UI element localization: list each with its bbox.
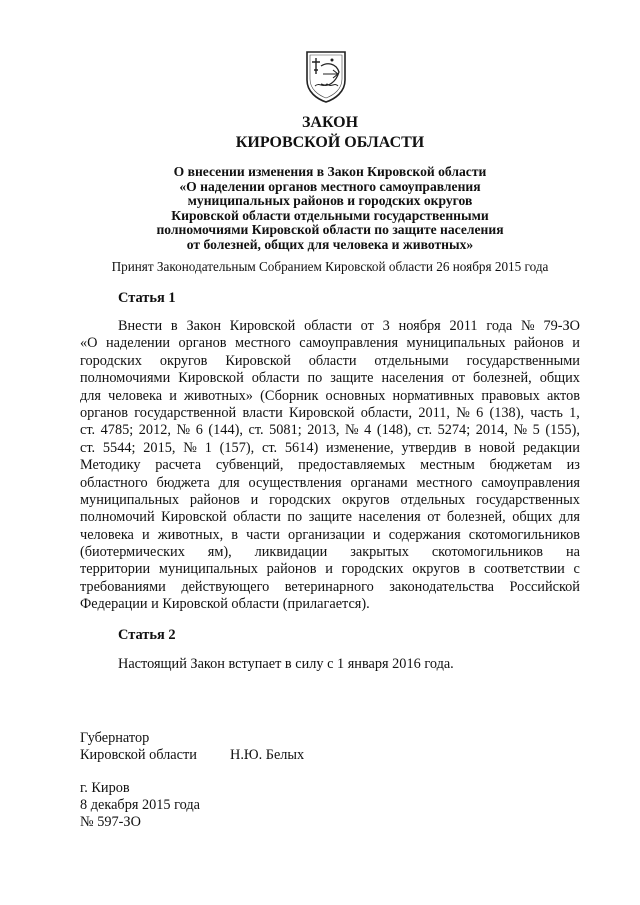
word: с: [573, 561, 580, 578]
word: в: [468, 561, 476, 578]
word: №: [344, 422, 359, 439]
law-number: № 597-ЗО: [80, 814, 141, 830]
word: области: [308, 352, 357, 369]
word: 5081;: [269, 422, 302, 439]
article-1-heading: Статья 1: [118, 290, 176, 306]
document-type-title: ЗАКОН: [301, 114, 359, 131]
word: нормативных: [392, 387, 475, 404]
word: Кировской: [162, 596, 232, 613]
article-1-line: [80, 475, 580, 492]
word: актов: [546, 387, 580, 404]
word: «О: [80, 335, 98, 352]
article-1-line: [80, 596, 580, 613]
word: редакции: [523, 439, 580, 456]
word: Кировской: [178, 370, 244, 387]
article-1-line: [80, 388, 580, 405]
word: действующего: [181, 578, 270, 595]
region-title: КИРОВСКОЙ ОБЛАСТИ: [235, 134, 425, 151]
article-1-line: [80, 440, 580, 457]
word: органами: [350, 474, 408, 491]
word: общих: [512, 509, 553, 526]
word: государственных: [476, 491, 580, 508]
word: полномочиями: [80, 370, 171, 387]
word: территории: [80, 561, 151, 578]
signing-city: г. Киров: [80, 780, 130, 796]
article-1-line: [80, 544, 580, 561]
coat-of-arms-icon: [303, 48, 349, 104]
word: области: [304, 318, 352, 334]
word: предоставляемых: [298, 457, 406, 474]
law-subject: [80, 165, 580, 253]
word: населения: [381, 370, 444, 387]
word: (155),: [545, 422, 580, 439]
word: закрытых: [350, 544, 409, 561]
word: местного: [235, 335, 291, 352]
article-1-line: [80, 561, 580, 578]
word: области: [231, 596, 283, 613]
word: и: [169, 387, 177, 404]
word: округов: [159, 352, 208, 369]
word: областного: [80, 474, 148, 491]
word: и: [325, 561, 333, 578]
word: Кировской: [288, 404, 355, 421]
article-1-line: [80, 492, 580, 509]
word: органов: [178, 335, 227, 352]
word: муниципальных: [406, 335, 506, 352]
word: 6: [476, 404, 484, 421]
word: 5544;: [102, 439, 136, 456]
word: государственной: [134, 404, 237, 421]
word: 2011: [449, 318, 478, 334]
word: области: [251, 370, 300, 387]
word: районов: [189, 491, 240, 508]
word: ст.: [248, 422, 264, 439]
word: Кировской: [161, 509, 227, 526]
word: бюджета: [156, 474, 210, 491]
word: 5: [532, 422, 540, 439]
word: общих: [539, 370, 580, 387]
word: защите: [308, 509, 352, 526]
word: 2011,: [418, 404, 450, 421]
signing-date: 8 декабря 2015 года: [80, 797, 201, 813]
word: в: [170, 318, 178, 334]
word: (144),: [208, 422, 243, 439]
word: округов: [412, 561, 460, 578]
article-1-line: [80, 353, 580, 370]
word: для: [218, 474, 240, 491]
article-1-line: [80, 422, 580, 439]
word: осуществления: [248, 474, 342, 491]
word: организации: [288, 526, 365, 543]
word: государственными: [466, 352, 580, 369]
word: в: [231, 526, 239, 543]
word: часть: [530, 404, 563, 421]
article-1-line: [80, 527, 580, 544]
word: и: [372, 526, 381, 543]
signatory-position-line-2: Кировской области: [80, 747, 197, 763]
word: ликвидации: [254, 544, 328, 561]
word: округов: [341, 491, 390, 508]
word: Федерации: [80, 596, 152, 613]
article-1-line: [80, 579, 580, 596]
word: Кировской: [229, 318, 296, 334]
word: из: [566, 457, 580, 474]
word: (биотермических: [80, 544, 185, 561]
word: 2014,: [475, 422, 508, 439]
word: муниципальных: [158, 561, 258, 578]
signatory-position-line-1: Губернатор: [80, 730, 150, 746]
word: изменение,: [326, 439, 394, 456]
word: 6: [195, 422, 203, 439]
word: субвенций,: [215, 457, 284, 474]
word: городских: [269, 491, 332, 508]
word: требованиями: [80, 578, 166, 595]
word: (148),: [376, 422, 412, 439]
word: содержания: [388, 526, 461, 543]
word: самоуправления: [481, 474, 580, 491]
word: скотомогильников: [431, 544, 544, 561]
word: животных»: [184, 387, 253, 404]
adoption-note: Принят Законодательным Собранием Кировской области 26 ноября 2015 года: [111, 259, 549, 274]
word: 2013,: [307, 422, 340, 439]
word: от: [360, 318, 374, 334]
word: отдельными: [374, 352, 449, 369]
word: скотомогильников: [468, 526, 580, 543]
article-1-line: [80, 335, 580, 352]
word: районов: [513, 335, 564, 352]
word: и: [142, 526, 150, 543]
word: городских: [80, 352, 142, 369]
word: законодательства: [389, 578, 495, 595]
article-2-heading: Статья 2: [118, 627, 176, 643]
word: 4785;: [100, 422, 134, 439]
word: власти: [242, 404, 283, 421]
word: (Сборник: [260, 387, 319, 404]
word: Кировской: [225, 352, 291, 369]
word: (прилагается).: [282, 596, 370, 613]
word: 5274;: [437, 422, 471, 439]
word: 1: [204, 439, 212, 456]
word: части: [246, 526, 280, 543]
word: №: [521, 318, 535, 334]
word: районов: [266, 561, 317, 578]
word: №: [176, 422, 191, 439]
word: на: [565, 544, 580, 561]
word: самоуправления: [299, 335, 399, 352]
word: Внести: [118, 318, 163, 334]
word: и: [572, 335, 580, 352]
word: расчета: [155, 457, 202, 474]
word: ст.: [416, 422, 433, 439]
word: соответствии: [484, 561, 565, 578]
subject-line: Кировской области отдельными государственными: [171, 207, 489, 223]
word: основных: [325, 387, 386, 404]
article-2-body: Настоящий Закон вступает в силу с 1 января 2016 года.: [118, 656, 454, 672]
word: городских: [341, 561, 404, 578]
word: 2015,: [143, 439, 176, 456]
word: Методику: [80, 457, 141, 474]
word: отдельных: [400, 491, 466, 508]
subject-line: от болезней, общих для человека и животных»: [186, 236, 474, 252]
word: бюджетам: [489, 457, 552, 474]
word: и: [250, 491, 259, 508]
word: человека: [80, 526, 134, 543]
word: (157),: [219, 439, 255, 456]
article-1-line: [80, 509, 580, 526]
word: ям),: [207, 544, 232, 561]
word: 79-ЗО: [543, 318, 580, 334]
word: 2012,: [138, 422, 171, 439]
word: в: [464, 439, 472, 456]
word: органов: [80, 404, 129, 421]
word: №: [183, 439, 197, 456]
word: 5614): [284, 439, 319, 456]
word: и: [151, 596, 163, 613]
word: для: [558, 509, 580, 526]
signatory-name: Н.Ю. Белых: [230, 747, 305, 763]
word: области,: [360, 404, 413, 421]
word: для: [80, 387, 101, 404]
article-1-line: [80, 405, 580, 422]
word: новой: [478, 439, 516, 456]
word: наделении: [105, 335, 171, 352]
word: человека: [108, 387, 163, 404]
word: ветеринарного: [284, 578, 374, 595]
article-1-line: [80, 318, 580, 335]
word: (138),: [489, 404, 525, 421]
word: населения: [358, 509, 421, 526]
word: ст.: [80, 439, 96, 456]
word: правовых: [481, 387, 540, 404]
word: Российской: [509, 578, 580, 595]
word: животных,: [157, 526, 224, 543]
subject-line: «О наделении органов местного самоуправления: [179, 178, 481, 194]
word: муниципальных: [80, 491, 179, 508]
word: местного: [416, 474, 473, 491]
word: 1,: [569, 404, 580, 421]
word: по: [287, 509, 303, 526]
word: утвердив: [401, 439, 457, 456]
word: ноября: [398, 318, 441, 334]
word: местным: [420, 457, 475, 474]
word: болезней,: [472, 370, 532, 387]
subject-line: полномочиями Кировской области по защите населения: [156, 222, 504, 238]
word: ст.: [80, 422, 96, 439]
article-1-line: [80, 370, 580, 387]
word: от: [451, 370, 465, 387]
word: №: [513, 422, 528, 439]
word: №: [456, 404, 470, 421]
word: ст.: [261, 439, 278, 456]
word: 3: [382, 318, 390, 334]
word: года: [486, 318, 513, 334]
word: Закон: [186, 318, 221, 334]
word: 4: [364, 422, 372, 439]
word: болезней,: [446, 509, 506, 526]
word: по: [307, 370, 323, 387]
word: полномочий: [80, 509, 155, 526]
word: от: [427, 509, 441, 526]
word: области: [233, 509, 281, 526]
article-1-line: [80, 457, 580, 474]
article-1-body: [80, 318, 580, 614]
word: защите: [330, 370, 374, 387]
subject-line: О внесении изменения в Закон Кировской области: [173, 164, 487, 179]
subject-line: муниципальных районов и городских округов: [187, 193, 473, 209]
